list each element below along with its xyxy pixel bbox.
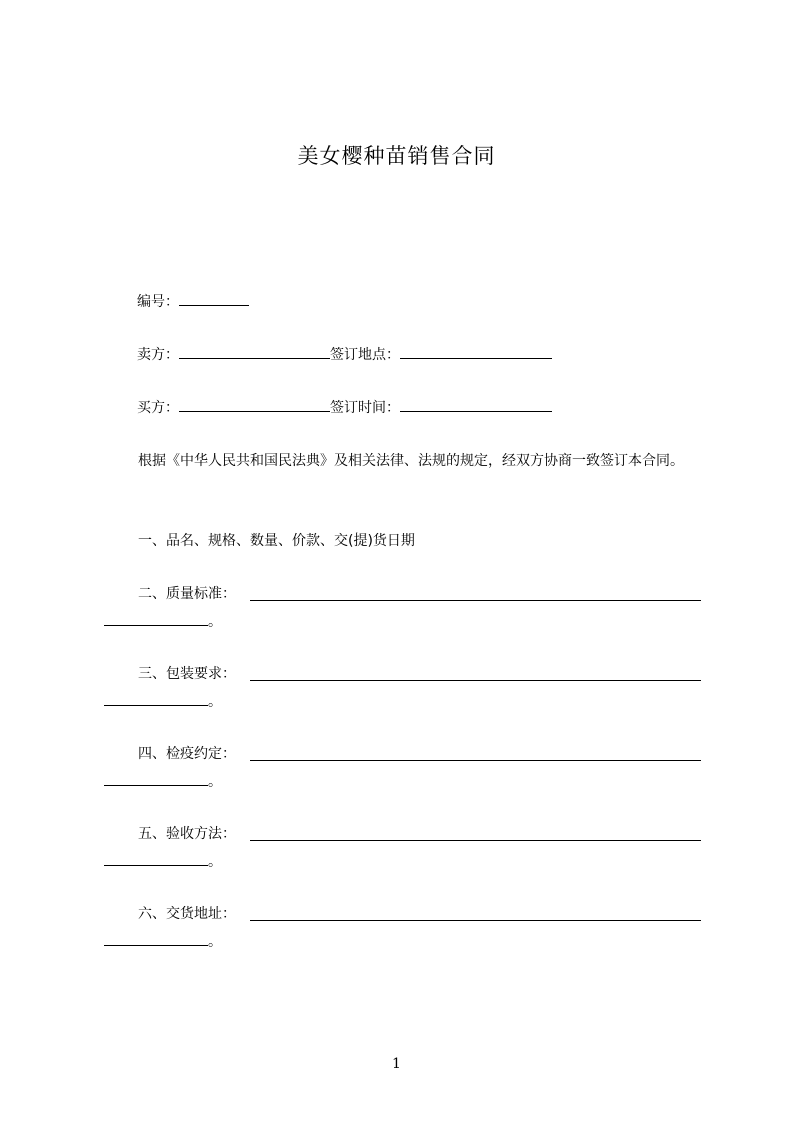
clause-packaging-rule (250, 680, 701, 681)
clause-quarantine-label: 四、检疫约定： (138, 746, 236, 762)
clause-quarantine-rule (250, 760, 701, 761)
intro-paragraph: 根据《中华人民共和国民法典》及相关法律、法规的规定，经双方协商一致签订本合同。 (138, 453, 684, 469)
sign-time-label: 签订时间： (330, 400, 400, 416)
seller-label: 卖方： (137, 347, 179, 363)
clause-delivery-tail (104, 931, 222, 952)
seller-blank (179, 344, 330, 359)
clause-quarantine-tail-rule (104, 771, 208, 786)
contract-number-line (137, 291, 249, 312)
contract-number-blank (179, 291, 249, 306)
clause-quarantine-end: 。 (208, 774, 222, 790)
buyer-label: 买方： (137, 400, 179, 416)
clause-quality-end: 。 (208, 614, 222, 630)
clause-delivery-tail-rule (104, 931, 208, 946)
clause-inspection-tail (104, 851, 222, 872)
clause-quality-label: 二、质量标准： (138, 586, 236, 602)
clause-1-heading: 一、品名、规格、数量、价款、交(提)货日期 (138, 533, 415, 549)
document-title: 美女樱种苗销售合同 (297, 144, 496, 168)
clause-packaging-tail (104, 691, 222, 712)
clause-quality-tail (104, 611, 222, 632)
clause-inspection-label: 五、验收方法： (138, 826, 236, 842)
clause-inspection-tail-rule (104, 851, 208, 866)
clause-quality-rule (250, 600, 701, 601)
clause-packaging-end: 。 (208, 694, 222, 710)
clause-delivery-rule (250, 920, 701, 921)
contract-number-label: 编号： (137, 294, 179, 310)
sign-time-blank (400, 397, 552, 412)
clause-inspection-rule (250, 840, 701, 841)
sign-place-label: 签订地点： (330, 347, 400, 363)
clause-packaging-label: 三、包装要求： (138, 666, 236, 682)
clause-inspection-end: 。 (208, 854, 222, 870)
clause-quality-tail-rule (104, 611, 208, 626)
buyer-blank (179, 397, 330, 412)
clause-quarantine-tail (104, 771, 222, 792)
buyer-line (137, 397, 552, 418)
sign-place-blank (400, 344, 552, 359)
clause-packaging-tail-rule (104, 691, 208, 706)
seller-line (137, 344, 552, 365)
page-number: 1 (392, 1056, 401, 1072)
clause-delivery-label: 六、交货地址： (138, 906, 236, 922)
clause-delivery-end: 。 (208, 934, 222, 950)
